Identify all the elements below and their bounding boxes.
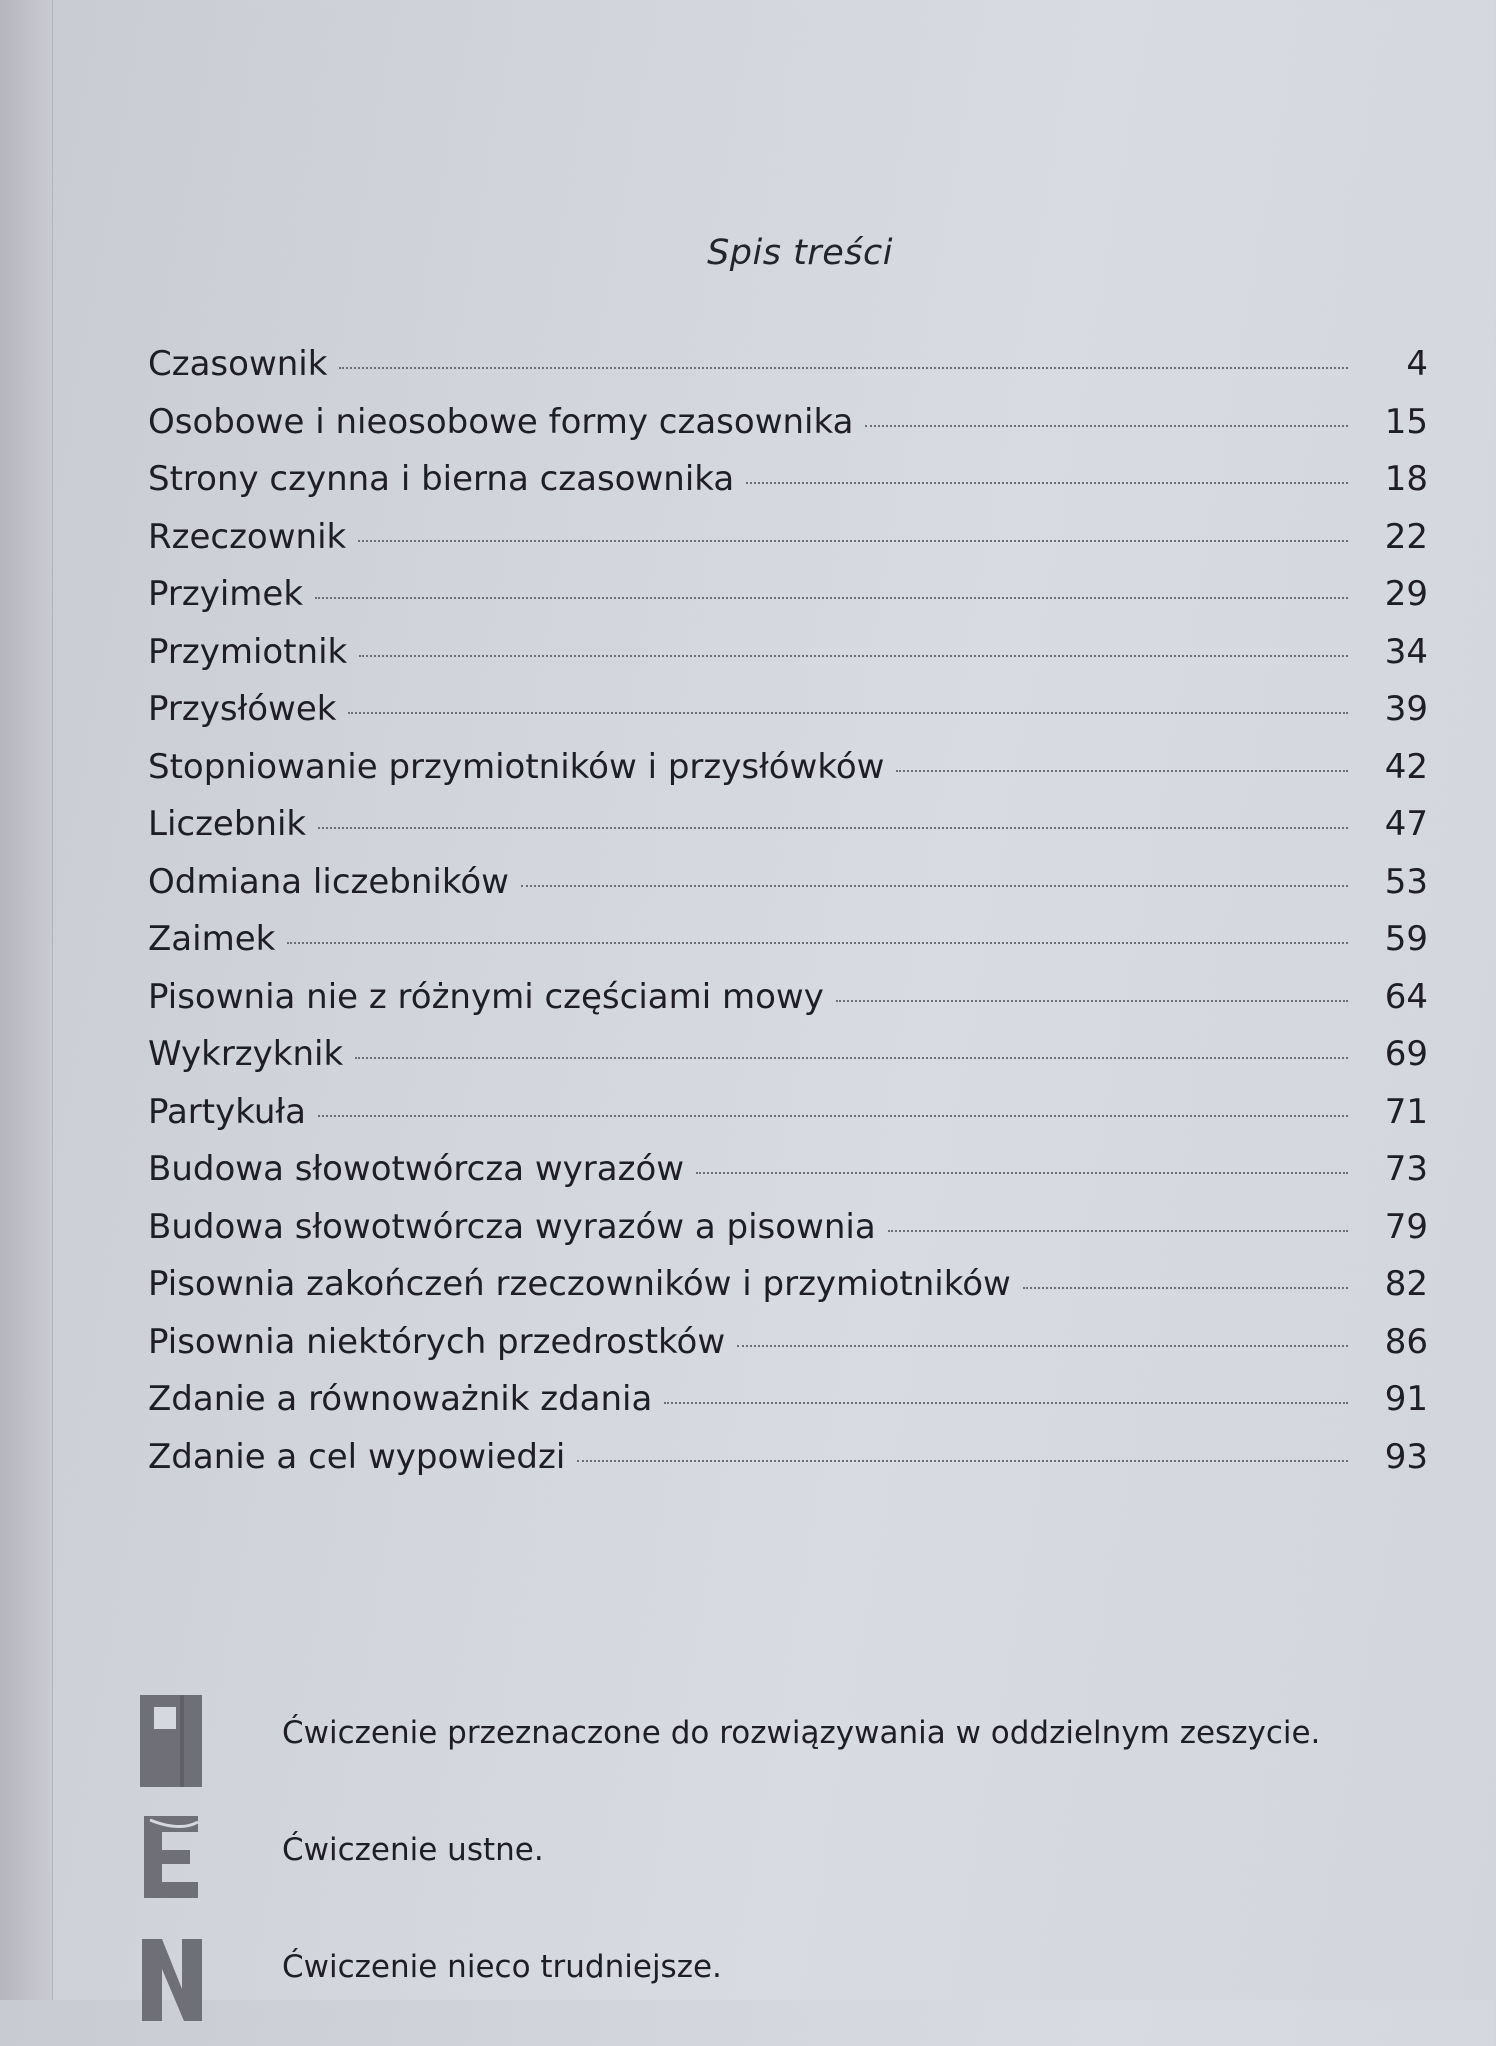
- toc-entry-label: Partykuła: [148, 1091, 306, 1132]
- toc-entry-label: Przymiotnik: [148, 631, 348, 672]
- toc-entry-page: 4: [1406, 344, 1428, 384]
- table-of-contents: [148, 344, 1428, 1494]
- toc-entry: [148, 1207, 1428, 1265]
- toc-entry-page: 34: [1384, 631, 1428, 672]
- toc-entry-label: Przyimek: [148, 574, 304, 614]
- toc-entry-page: 42: [1384, 746, 1428, 787]
- difficulty-icon: [140, 1929, 204, 2021]
- toc-entry: [148, 1322, 1428, 1380]
- toc-entry: [148, 919, 1428, 977]
- toc-entry-page: 91: [1384, 1379, 1428, 1419]
- dot-leader: [865, 425, 1348, 427]
- dot-leader: [1023, 1287, 1348, 1289]
- toc-entry: [148, 517, 1428, 575]
- dot-leader: [521, 885, 1348, 887]
- legend-text: Ćwiczenie przeznaczone do rozwiązywania w oddzielnym zeszycie.: [282, 1715, 1321, 1751]
- toc-entry-label: Przysłówek: [148, 689, 337, 729]
- toc-entry-label: Budowa słowotwórcza wyrazów a pisownia: [148, 1206, 876, 1247]
- toc-entry: [148, 632, 1428, 690]
- legend-text: Ćwiczenie nieco trudniejsze.: [282, 1949, 722, 1985]
- dot-leader: [318, 1115, 1348, 1117]
- page-title: Spis treści: [707, 233, 893, 273]
- toc-entry-label: Wykrzyknik: [148, 1034, 344, 1074]
- dot-leader: [836, 1000, 1348, 1002]
- toc-entry-page: 79: [1384, 1206, 1428, 1247]
- dot-leader: [746, 482, 1348, 484]
- toc-entry: [148, 344, 1428, 402]
- toc-entry-page: 64: [1384, 976, 1428, 1017]
- toc-entry: [148, 1034, 1428, 1092]
- dot-leader: [896, 770, 1348, 772]
- legend: [140, 1695, 1390, 2046]
- notebook-icon: [140, 1695, 204, 1787]
- legend-item-oral: [140, 1812, 1390, 1929]
- toc-entry-page: 69: [1384, 1034, 1428, 1074]
- legend-item-difficult: [140, 1929, 1390, 2046]
- dot-leader: [888, 1230, 1348, 1232]
- dot-leader: [696, 1172, 1348, 1174]
- legend-text: Ćwiczenie ustne.: [282, 1832, 544, 1868]
- toc-entry: [148, 574, 1428, 632]
- dot-leader: [577, 1460, 1348, 1462]
- toc-entry: [148, 977, 1428, 1035]
- toc-entry: [148, 862, 1428, 920]
- toc-entry: [148, 402, 1428, 460]
- toc-entry-page: 29: [1384, 574, 1428, 614]
- toc-entry: [148, 689, 1428, 747]
- toc-entry-page: 73: [1384, 1149, 1428, 1189]
- toc-entry-label: Czasownik: [148, 344, 328, 384]
- toc-entry-label: Zaimek: [148, 919, 276, 959]
- toc-entry-label: Budowa słowotwórcza wyrazów: [148, 1149, 685, 1189]
- dot-leader: [358, 540, 1348, 542]
- toc-entry-label: Rzeczownik: [148, 516, 347, 557]
- toc-entry-page: 22: [1384, 516, 1428, 557]
- toc-entry-label: Pisownia nie z różnymi częściami mowy: [148, 976, 824, 1017]
- toc-entry-label: Stopniowanie przymiotników i przysłówków: [148, 746, 885, 787]
- dot-leader: [355, 1057, 1348, 1059]
- toc-entry-page: 59: [1384, 919, 1428, 959]
- dot-leader: [318, 827, 1348, 829]
- page-gutter: [0, 0, 53, 2000]
- dot-leader: [664, 1402, 1348, 1404]
- toc-entry: [148, 804, 1428, 862]
- toc-entry-label: Odmiana liczebników: [148, 861, 509, 902]
- toc-entry-page: 93: [1384, 1436, 1428, 1477]
- toc-entry-page: 82: [1384, 1264, 1428, 1304]
- dot-leader: [287, 942, 1348, 944]
- toc-entry-page: 71: [1384, 1091, 1428, 1132]
- toc-entry: [148, 1379, 1428, 1437]
- dot-leader: [359, 655, 1348, 657]
- toc-entry: [148, 1092, 1428, 1150]
- toc-entry-page: 39: [1384, 689, 1428, 729]
- toc-entry: [148, 1264, 1428, 1322]
- toc-entry-label: Strony czynna i bierna czasownika: [148, 459, 735, 499]
- toc-entry: [148, 1149, 1428, 1207]
- speech-icon: [140, 1812, 204, 1904]
- dot-leader: [737, 1345, 1348, 1347]
- toc-entry-page: 86: [1384, 1321, 1428, 1362]
- toc-entry-label: Pisownia zakończeń rzeczowników i przymiotników: [148, 1264, 1011, 1304]
- toc-entry-page: 47: [1384, 804, 1428, 844]
- legend-item-notebook: [140, 1695, 1390, 1812]
- toc-entry-label: Liczebnik: [148, 804, 307, 844]
- toc-entry: [148, 459, 1428, 517]
- toc-entry-label: Osobowe i nieosobowe formy czasownika: [148, 401, 854, 442]
- toc-entry-label: Zdanie a cel wypowiedzi: [148, 1436, 566, 1477]
- dot-leader: [339, 367, 1348, 369]
- toc-entry: [148, 1437, 1428, 1495]
- toc-entry-page: 18: [1384, 459, 1428, 499]
- toc-entry-label: Pisownia niektórych przedrostków: [148, 1321, 726, 1362]
- toc-entry-page: 15: [1384, 401, 1428, 442]
- toc-entry-page: 53: [1384, 861, 1428, 902]
- toc-entry: [148, 747, 1428, 805]
- dot-leader: [348, 712, 1348, 714]
- toc-entry-label: Zdanie a równoważnik zdania: [148, 1379, 653, 1419]
- dot-leader: [315, 597, 1348, 599]
